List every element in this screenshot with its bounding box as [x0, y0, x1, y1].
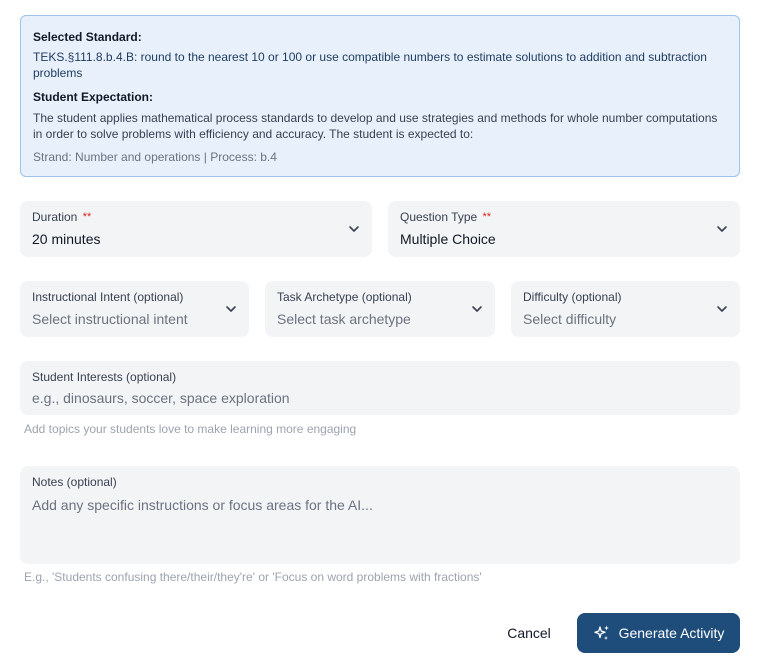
sparkle-icon [593, 624, 611, 642]
instructional-intent-placeholder: Select instructional intent [32, 311, 188, 327]
difficulty-select[interactable] [511, 281, 740, 337]
student-interests-input[interactable] [32, 390, 728, 406]
duration-select[interactable] [20, 201, 372, 257]
student-interests-helper: Add topics your students love to make learning more engaging [24, 422, 357, 436]
selected-standard-panel [20, 15, 740, 177]
strand-process-meta: Strand: Number and operations | Process: b.4 [33, 150, 277, 164]
generate-activity-label: Generate Activity [618, 625, 725, 641]
duration-label: Duration ** [32, 210, 92, 224]
cancel-button[interactable]: Cancel [496, 614, 562, 652]
chevron-down-icon [225, 303, 237, 315]
required-marker: ** [82, 211, 92, 223]
chevron-down-icon [716, 303, 728, 315]
student-expectation-text: The student applies mathematical process standards to develop and use strategies and methods for whole number computations in order to solve problems with efficiency and accuracy. The student is expected to: [33, 111, 718, 141]
notes-field[interactable] [20, 466, 740, 564]
difficulty-placeholder: Select difficulty [523, 311, 617, 327]
notes-textarea[interactable] [32, 497, 728, 545]
question-type-value: Multiple Choice [400, 231, 496, 247]
question-type-label: Question Type ** [400, 210, 492, 224]
selected-standard-heading: Selected Standard: [33, 30, 142, 44]
student-interests-field[interactable] [20, 361, 740, 415]
duration-value: 20 minutes [32, 231, 101, 247]
generate-activity-button[interactable] [577, 613, 740, 653]
student-expectation-heading: Student Expectation: [33, 90, 154, 104]
required-marker: ** [482, 211, 492, 223]
instructional-intent-select[interactable] [20, 281, 249, 337]
instructional-intent-label: Instructional Intent (optional) [32, 290, 184, 304]
chevron-down-icon [716, 223, 728, 235]
notes-helper: E.g., 'Students confusing there/their/they're' or 'Focus on word problems with fractions' [24, 570, 482, 584]
chevron-down-icon [471, 303, 483, 315]
selected-standard-text: TEKS.§111.8.b.4.B: round to the nearest 10 or 100 or use compatible numbers to estimate solutions to addition and subtraction problems [33, 50, 707, 80]
difficulty-label: Difficulty (optional) [523, 290, 622, 304]
task-archetype-label: Task Archetype (optional) [277, 290, 412, 304]
task-archetype-placeholder: Select task archetype [277, 311, 411, 327]
notes-label: Notes (optional) [32, 475, 117, 489]
question-type-select[interactable] [388, 201, 740, 257]
chevron-down-icon [348, 223, 360, 235]
task-archetype-select[interactable] [265, 281, 495, 337]
student-interests-label: Student Interests (optional) [32, 370, 177, 384]
